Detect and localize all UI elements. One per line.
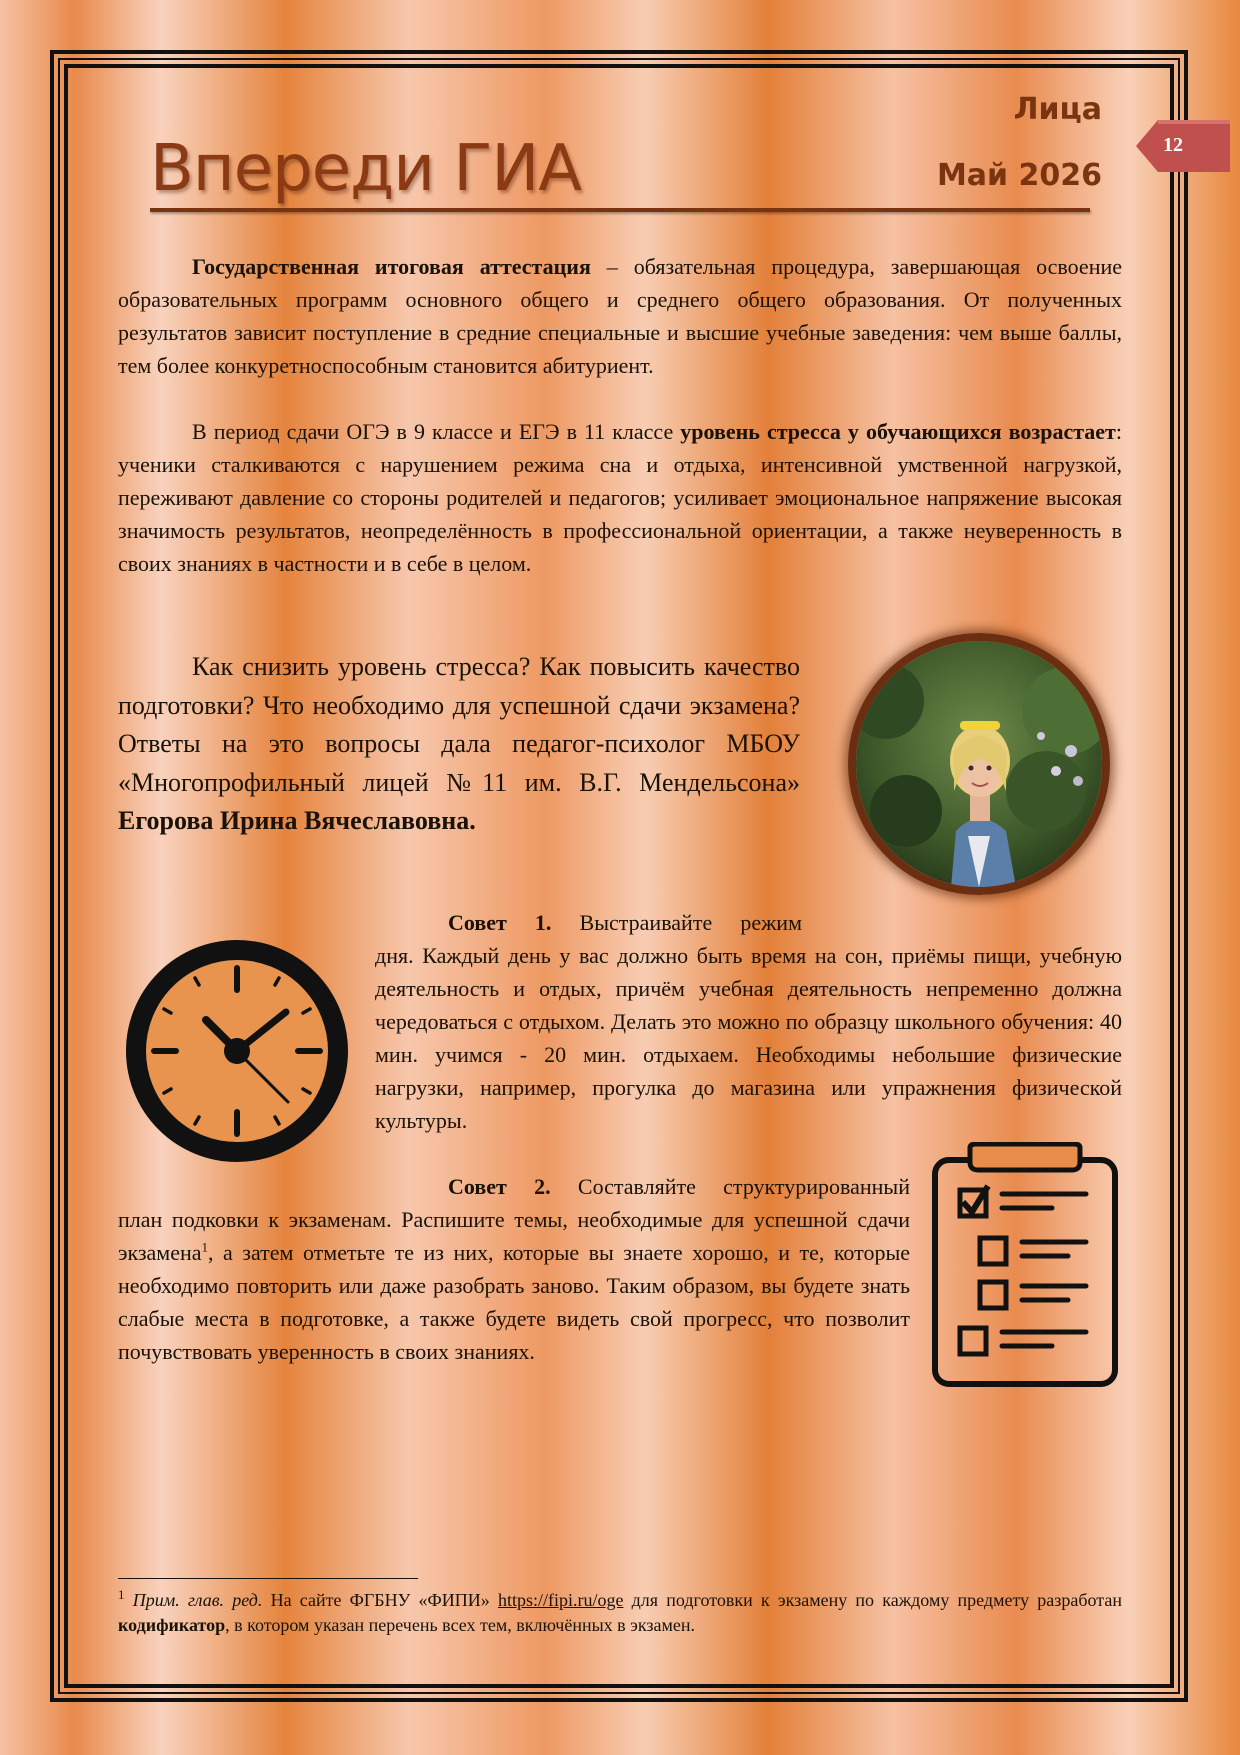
intro-term: Государственная итоговая аттестация (192, 254, 591, 279)
question-paragraph (118, 648, 800, 841)
tip2-heading-line (448, 1170, 910, 1203)
fipi-link[interactable]: https://fipi.ru/oge (497, 1590, 624, 1610)
checklist-icon (930, 1142, 1120, 1390)
newsletter-title: Впереди ГИА (150, 132, 581, 206)
footnote-editor-note: Прим. глав. ред. (132, 1590, 263, 1610)
section-label: Лица (1013, 92, 1102, 127)
page-number: 12 (1163, 134, 1183, 156)
footnote-text-after: , в котором указан перечень всех тем, включённых в экзамен. (225, 1615, 696, 1635)
footnote (118, 1588, 1122, 1638)
footnote-reference[interactable]: 1 (201, 1239, 209, 1255)
clock-icon (126, 940, 348, 1162)
tip2-label: Совет 2. (448, 1174, 551, 1199)
issue-date: Май 2026 (936, 158, 1102, 193)
tip2-body-end: , а затем отметьте те из них, которые вы знаете хорошо, и те, которые необходимо повторить или даже разобрать заново. Таким образом, вы будете знать слабые места в подготовке, а также будете видеть свой прогресс, что позволит почувствовать уверенность в своих знаниях. (118, 1240, 910, 1364)
stress-paragraph (118, 415, 1122, 580)
tip1-heading: Выстраивайте режим (579, 910, 802, 935)
question-text: Как снизить уровень стресса? Как повысить качество подготовки? Что необходимо для успешной сдачи экзамена? Ответы на это вопросы дала педагог-психолог МБОУ «Многопрофильный лицей №11 им. В.Г. Мендельсона» (118, 652, 800, 797)
footnote-separator (118, 1578, 418, 1579)
tip2-body-start: план подковки к экзаменам. Распишите темы, необходимые для успешной сдачи экзамена (118, 1207, 910, 1265)
footnote-text-before: На сайте ФГБНУ «ФИПИ» (262, 1590, 498, 1610)
intro-text: – обязательная процедура, завершающая освоение образовательных программ основного общего и среднего общего образования. От полученных результатов зависит поступление в средние специальные и высшие учебные заведения: чем выше баллы, тем более конкуретноспособным становится абитуриент. (118, 254, 1122, 378)
stress-emphasis: уровень стресса у обучающихся возрастает (680, 419, 1116, 444)
tip1-label: Совет 1. (448, 910, 552, 935)
intro-paragraph (118, 250, 1122, 382)
footnote-term: кодификатор (118, 1615, 226, 1635)
footnote-marker: 1 (118, 1587, 125, 1602)
stress-lead: В период сдачи ОГЭ в 9 классе и ЕГЭ в 11 классе (192, 419, 681, 444)
title-underline (150, 208, 1090, 212)
tip2-body (118, 1203, 910, 1368)
psychologist-name: Егорова Ирина Вячеславовна. (118, 806, 476, 835)
portrait-photo (848, 633, 1110, 895)
tip1-heading-line (448, 906, 802, 939)
footnote-text-middle: для подготовки к экзамену по каждому предмету разработан (623, 1590, 1122, 1610)
stress-text: : ученики сталкиваются с нарушением режима сна и отдыха, интенсивной умственной нагрузкой, переживают давление со стороны родителей и педагогов; усиливает эмоциональное напряжение высокая значимость результатов, неопределённость в профессиональной ориентации, а также неуверенность в своих знаниях в частности и в себе в целом. (118, 419, 1122, 576)
tip2-heading: Составляйте структурированный (577, 1174, 910, 1199)
tip1-body: дня. Каждый день у вас должно быть время на сон, приёмы пищи, учебную деятельность и отдых, причём учебная деятельность непременно должна чередоваться с отдыхом. Делать это можно по образцу школьного обучения: 40 мин. учимся - 20 мин. отдыхаем. Необходимы небольшие физические нагрузки, например, прогулка до магазина или упражнения физической культуры. (375, 943, 1122, 1133)
